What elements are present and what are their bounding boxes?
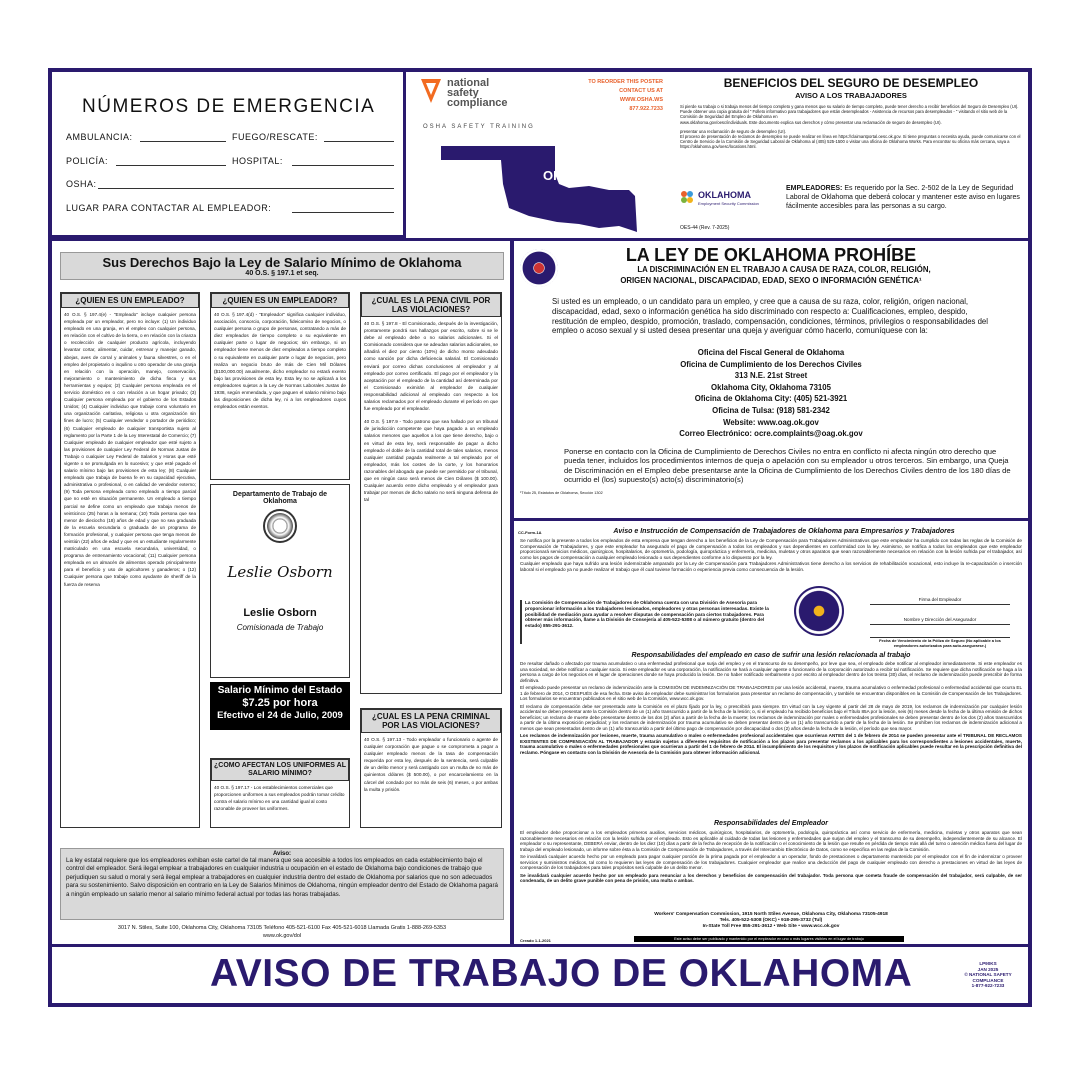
uniforms-header: ¿COMO AFECTAN LOS UNIFORMES AL SALARIO MÍNIMO? xyxy=(211,759,349,781)
discrimination-sub1: LA DISCRIMINACIÓN EN EL TRABAJO A CAUSA DE RAZA, COLOR, RELIGIÓN, xyxy=(637,265,931,274)
employer-signature-field[interactable] xyxy=(870,604,1010,605)
police-label: POLICÍA: xyxy=(66,156,109,166)
employee-text: 40 O.S. § 197.4(e) - "Empleado" incluye cualquier persona empleada por un empleador, pero no incluye: (1) Un individuo empleado en una granja, en el empleo con cualquier persona, en relación con el cultivo de la tierra, o en relación con la crianza o recolección de cualquier producto agrícola, incluyendo levantar cortar, alimentar, cuidar, entrenar y manejar ganado, abejas, aves de corral y animales y fauna silvestres, o en el empleo del propietario o inquilino u otro operador de una granja en relación con la operación, manejo, conservación, mejoramiento o mantenimiento de dicha finca y sus herramientas y equipo; (2) Cualquier persona empleada en el servicio doméstico en o con relación a un hogar privado; (3) Cualquier persona empleada por el gobierno de los Estados Unidos; (4) Cualquier individuo que trabaje como voluntario en una organización caritativa, religiosa u otra organización sin fines de lucro; (5) Cualquier vendedor o portador de periódico; (6) Cualquier empleado de cualquier transportista sujeto al reglamento por la Parte 1 de la Ley Interestatal de Comercio; (7) Cualquier empleado de cualquier empleador que esté sujeto a las provisiones de cualquier Ley Federal de Normas Justas de Trabajo o cualquier Ley Federal de Salarios y Horas que esté vigente o se promulgada en lo sucesivo; y que esté pagado el salario mínimo bajo las provisiones de esta ley; (8) Cualquier empleado que trabaja de buena fe en su capacidad ejecutiva, administrativa o profesional, o en calidad de vendedor externo; (9) Toda persona empleada como empleado a tiempo parcial que no esté en situación permanente. Un empleado a tiempo parcial se define como un empleado que trabaja menos de veinticinco (25) horas a la semana; (10) Toda persona que sea menor de dieciocho (18) años de edad y que no sea graduada de la escuela secundaria o graduada de un programa de formación profesional, y cualquier persona que tenga menos de veintiún (22) años de edad y que es un estudiante regularmente matriculado en una escuela secundaria, universidad, o programa de entrenamiento vocacional; (11) Cualquier persona empleada en un almacén de alimentos operado principalmente para el beneficio y uso de agricultores y ganaderos; o (12) Cualquier persona que trabaje como ayudante de sheriff de la fuerza de reserva xyxy=(64,312,196,587)
nsc-logo-line3: compliance xyxy=(447,97,508,109)
comp-form-number: CC-Form-1A xyxy=(518,530,542,535)
emergency-panel xyxy=(52,72,406,238)
wcc-website[interactable]: In-State Toll Free 855-291-3612 • Web Site • www.wcc.ok.gov xyxy=(702,924,840,929)
dept-name: Departamento de Trabajo de Oklahoma xyxy=(232,491,328,505)
comp-heading-3: Responsabilidades del Empleador xyxy=(714,820,828,827)
discrimination-panel xyxy=(514,241,1028,521)
dept-box xyxy=(210,484,350,678)
employer-signature-label: Firma del Empleador xyxy=(918,597,962,602)
notice-text: La ley estatal requiere que los empleadores exhiban este cartel de tal manera que sea accesible a todos los empleados en cada establecimiento bajo el control del empleador. Será ilegal emplear a trabajadores en cualquier industria u ocupación en el estado de Oklahoma bajo condiciones de trabajo que perjudiquen su salud o moral y será ilegal emplear a trabajadores en cualquier industria dentro del estado de Oklahoma por salarios que no son adecuados para su sostenimiento. Salvo disposición en contrario en la Ley de Salarios Mínimos de Oklahoma, ningún empleador dentro del Estado de Oklahoma pagará a ningún empleado un salario menor al salario mínimo federal actual por todas las horas trabajadas. xyxy=(66,857,499,898)
comp-p4: El empleado puede presentar un reclamo de indemnización ante la COMISIÓN DE INDEMNIZACIÓN DE TRABAJADORES por una lesión accidental, muerte, trauma acumulativo o enfermedad profesional o enfermedad accidental que ocurra EL 1 de febrero de 2014, O DESPUÉS de esa fecha. Este aviso de empleador debe suministrar los formularios para presentar un reclamo de compensación, y también se encuentran disponibles en la Comisión de Compensación de los Trabajadores. Los formularios se encuentran publicados en el sitio web de la Comisión, www.wcc.ok.gov. xyxy=(520,685,1022,701)
ambulance-field[interactable] xyxy=(140,141,226,142)
minwage-title-bar xyxy=(60,252,504,280)
comp-p3: De resultar dañado o afectado por trauma acumulativo o una enfermedad profesional que surja del empleo y en el transcurso de su desempeño, por leve que sea, el empleado debe notificar al empleador inmediatamente. Si este empleador es una sociedad, se debe notificar a cualquier socio. Si este empleador es una corporación, la notificación se hará a cualquier agente o funcionario de la corporación autorizado a recibir tal notificación. Se requiere que dicha notificación se haga a la persona a cargo de los negocios en el lugar de operaciones donde se haya producido la lesión. De no haber notificado verbalmente o por escrito al empleador dentro de los treinta (30) días, el reclamo de indemnización puede prescribir de forma definitiva. xyxy=(520,661,1022,683)
nsc-training: OSHA SAFETY TRAINING xyxy=(423,124,535,130)
comp-p7: El empleador debe proporcionar a los empleados primeros auxilios, servicios médicos, quirúrgicos, hospitalarios, de optometría, podología, quiropráctica así como servicio de enfermería, medicina, muletas y otros aparatos que sean razonablemente necesarios en relación con la lesión sufrida por el empleado. Esto es aplicable al cuidado de todas las lesiones y enfermedades que surjan del empleo y el transcurso de su desempeño, independientemente de su alcance. El empleador o su representante, DEBERÁ enviar, dentro de los diez (10) días a partir de la fecha de recepción de la notificación o el conocimiento de la lesión que resulte en pérdida de tiempo más allá del turno o atención médica fuera del lugar de trabajo del empleado lesionado, un informe sobre ésta a la Comisión de Compensación de Trabajadores, a través del Intercambio Electrónico de Datos, como se especifica en las reglas de la Comisión. xyxy=(520,830,1022,852)
discrimination-sub2: ORIGEN NACIONAL, DISCAPACIDAD, EDAD, SEXO O INFORMACIÓN GENÉTICA¹ xyxy=(620,276,922,285)
unemployment-title: BENEFICIOS DEL SEGURO DE DESEMPLEO xyxy=(723,76,979,90)
civil-penalty-text-2: 40 O.S. § 197.9 - Todo patrono que sea hallado por un tribunal de jurisdicción competente que haya pagado a un empleado salarios menores que aquellos a los que tiene derecho, bajo o en virtud de esta ley, será responsable de pagar a dicho empleado el doble de la cantidad total de tales salarios, menos cualquier cantidad pagada realmente a tal empleado por el empleador, más los costes de la corte, y los honorarios razonables del abogado que puede ser permitido por el tribunal, que en ningún caso será menos de Cien Dólares ($ 100.00). Cualquier acuerdo entre dicho empleado y el empleador para trabajar por menos de dicho salario no será ninguna defensa de tal xyxy=(364,419,498,503)
comp-p2: Cualquier empleado que haya sufrido una lesión indemnizable amparado por la Ley de Compensación para Trabajadores Administrativos tiene derecho a los servicios de rehabilitación vocacional, esto incluye la re-capacitación o inserción laboral si el empleado ya no puede realizar el trabajo que él cual tuviese formación o experiencia previa como consecuencia de la lesión. xyxy=(520,561,1022,572)
unemployment-p1b: www.oklahoma.gov/oesc/individuals. Este documento explica sus derechos y cómo presentar una reclamación de seguro de desempleo (UI). xyxy=(680,119,942,125)
unemployment-panel xyxy=(674,72,1028,238)
osha-label: OSHA: xyxy=(66,179,97,189)
insurer-label: Nombre y Dirección del Asegurador xyxy=(903,617,977,622)
comp-created: Creado 1-1-2021 xyxy=(520,938,551,943)
police-field[interactable] xyxy=(116,165,226,166)
wcc-seal-icon xyxy=(794,586,844,636)
nsc-logo-icon xyxy=(419,77,443,105)
office-line2: Oficina de Cumplimiento de los Derechos Civiles xyxy=(680,359,862,369)
poster-copyright: © NATIONAL SAFETY COMPLIANCE xyxy=(964,972,1012,983)
comp-advisory-box: La Comisión de Compensación de Trabajadores de Oklahoma cuenta con una División de Asesoría para proporcionar información a los trabajadores lesionados, empleadores y otras personas interesadas. Existe la posibilidad de mediación para ayudar a resolver disputas de compensación para ciertos trabajadores. Para obtener más información, llame a la División de Consejería al 405-522-5308 o al número gratuito (dentro del estado) 855-291-3612. xyxy=(520,600,780,644)
insurer-field[interactable] xyxy=(870,624,1010,625)
comp-p8: Se invalidará cualquier acuerdo hecho por un empleado para pagar cualquier porción de la prima pagada por el empleador a un operador, fondo de prestaciones o departamento mantenido por el empleador con el fin de indemnizar o proveer servicios y suministros médicos, tal como lo requieren las leyes de compensación de los trabajadores. Cualquier empleador que realice una deducción del pago de cualquier empleado con derecho a prestaciones en virtud de las leyes de compensación de los trabajadores para tales propósitos será culpable de un delito menor. xyxy=(520,854,1022,870)
comp-p1: Se notifica por la presente a todos los empleados de esta empresa que tengan derecho a los beneficios de la Ley de Compensación para Trabajadores Administrativos que este empleador ha cumplido con todas las reglas de la Comisión de Compensación de Trabajadores, y que este empleador ha asegurado el pago de compensación a todos los empleados y sus dependientes en conformidad con la ley. Asimismo, se notifica a todos los empleados que este empleador proporcionará servicios médicos, quirúrgicos, hospitalarios, de optometría, podología, quiropráctica y enfermería, medicina, muletas y otros aparatos que sean razonablemente necesarios en relación con la lesión sufrida por el trabajador, así como los pagos de compensación a cualquier empleado lesionado o sus dependientes conforme a lo dispuesto por la ley. xyxy=(520,538,1022,560)
minwage-cite: 40 O.S. § 197.1 et seq. xyxy=(245,270,319,277)
nsc-panel xyxy=(409,72,671,238)
poster-title: AVISO DE TRABAJO DE OKLAHOMA xyxy=(210,952,913,995)
commissioner-name: Leslie Osborn xyxy=(243,607,317,619)
minwage-panel xyxy=(56,244,508,944)
employee-header: ¿QUIEN ES UN EMPLEADO? xyxy=(61,293,199,308)
oes-form-number: OES-44 (Rev. 7-2025) xyxy=(680,225,730,231)
fire-label: FUEGO/RESCATE: xyxy=(232,132,318,142)
discrimination-p1: Si usted es un empleado, o un candidato para un empleo, y cree que a causa de su raza, color, religión, origen nacional, discapacidad, edad, sexo o información genética ha sido discriminado con respecto a: Cualificaciones, empleo, despido, restitución de empleo, despido, promoción, traslado, compensación, condiciones, términos, privilegios o responsabilidades del empleo o acoso sexual y si usted desea presentar una queja y averiguar cómo hacerlo, comuníquese con la: xyxy=(552,297,989,336)
office-email[interactable]: Correo Electrónico: ocre.complaints@oag.ok.gov xyxy=(679,429,863,439)
comp-heading-2: Responsabilidades del empleado en caso de sufrir una lesión relacionada al trabajo xyxy=(631,652,911,659)
nsc-website[interactable]: WWW.OSHA.WS xyxy=(619,97,663,103)
ambulance-label: AMBULANCIA: xyxy=(66,132,133,142)
discrimination-p2: Ponerse en contacto con la Oficina de Cumplimiento de Derechos Civiles no entra en conflicto ni afecta ningún otro derecho que pueda tener, incluidos los procedimientos internos de queja o apelación con su empleador u otros terceros. Sin embargo, una Queja de Discriminación en el Empleo debe presentarse ante la Oficina de Cumplimiento de los Derechos Civiles dentro de los 180 días de ocurrido el (los) supuesto(s) acto(s) discriminatorio(s) xyxy=(564,447,1011,485)
office-line6: Oficina de Tulsa: (918) 581-2342 xyxy=(712,405,830,415)
employers-label: EMPLEADORES: xyxy=(786,185,843,192)
oklahoma-map-icon xyxy=(439,144,639,234)
emergency-title: NÚMEROS DE EMERGENCIA xyxy=(82,96,376,117)
osha-field[interactable] xyxy=(98,188,394,189)
reorder-text: TO REORDER THIS POSTER xyxy=(588,79,663,85)
unemployment-p2: presentar una reclamación de seguro de desempleo (UI). xyxy=(680,128,787,134)
criminal-penalty-text: 40 O.S. § 197.13 - Todo empleador o funcionario o agente de cualquier corporación que pague o se comprometa a pagar a cualquier empleado menos de la tasa de compensación requerida por esta ley, después de la sentencia, será culpable de un delito menor y será castigado con un multa de no más de quinientos dólares ($ 500.00), o por encarcelamiento en la cárcel del condado por no más de seis (6) meses, o por ambas la multa y prisión. xyxy=(364,737,498,792)
uniforms-column xyxy=(210,758,350,828)
employee-column xyxy=(60,292,200,828)
civil-penalty-text-1: 40 O.S. § 197.8 - El Comisionado, después de la investigación, prontamente pondrá sus hallazgos por escrito, sobre si se le debe al empleado debe o no salarios adicionales. Si el Comisionado considera que se adeudan salarios adicionales, se añadirá el diez por ciento (10%) de dicho monto adeudado como sanción por dicha deficiencia salarial. El Comisionado enviará por correo dichas conclusiones al empleador y al empleado por correo certificado. El pago por el empleador y la aceptación por el empleado de la cantidad así determinada por el Comisionado eximirán al empleador de cualquier responsabilidad adicional al empleado con respecto a los salarios reclamados por el empleado durante el período en que fue empleado por el empleador. xyxy=(364,321,498,412)
dept-seal-icon xyxy=(263,509,297,543)
nsc-logo-line1: national xyxy=(447,77,490,89)
dol-address: 3017 N. Stiles, Suite 100, Oklahoma City, Oklahoma 73105 Teléfono 405-521-6100 Fax 405-521-6018 Llamada Gratis 1-888-269-5353 xyxy=(117,925,447,931)
criminal-penalty-column xyxy=(360,708,502,828)
contact-text: CONTACT US AT xyxy=(619,88,663,94)
office-website[interactable]: Website: www.oag.ok.gov xyxy=(723,417,819,427)
comp-panel xyxy=(514,524,1028,944)
comp-bottom-bar: Este aviso debe ser publicado y mantenido por el empleador en uno o más lugares visibles en el lugar de trabajo xyxy=(634,936,904,942)
wage-amount: $7.25 por hora xyxy=(242,697,318,709)
discrimination-footnote: ¹Título 25, Estatutos de Oklahoma, Sección 1302 xyxy=(520,491,603,495)
employers-text: Es requerido por la Sec. 2-502 de la Ley de Seguridad Laboral de Oklahoma que deberá colocar y mantener este aviso en lugares fácilmente accesibles para las personas a su cargo. xyxy=(786,185,1020,210)
civil-penalty-column xyxy=(360,292,502,694)
contact-field[interactable] xyxy=(292,212,394,213)
fire-field[interactable] xyxy=(324,141,394,142)
office-line1: Oficina del Fiscal General de Oklahoma xyxy=(697,348,845,357)
notice-title: Aviso: xyxy=(272,851,292,857)
hospital-field[interactable] xyxy=(292,165,394,166)
wage-box xyxy=(210,682,350,730)
poster-code: LP90KS xyxy=(979,961,997,966)
oesc-logo-icon xyxy=(680,190,694,204)
unemployment-p3: El proceso de presentación de reclamos de desempleo se puede realizar en línea en https://claimantportal.oesc.ok.gov. Si tiene preguntas o necesita ayuda, puede comunicarse con el Centro de Servicio de la Comisión de Seguridad Laboral de Oklahoma al (405) 525-1500 o visitar una oficina de Oklahoma Works. Para encontrar su oficina más cercana, vaya a https://oklahoma.gov/oesc/locations.html. xyxy=(680,134,1021,150)
state-label: OK xyxy=(543,168,563,183)
employer-header: ¿QUIEN ES UN EMPLEADOR? xyxy=(211,293,349,308)
oklahoma-logo-text: OKLAHOMA xyxy=(698,190,751,200)
poster-date: JAN 2025 xyxy=(977,966,999,972)
comp-p5: El reclamo de compensación debe ser presentado ante la Comisión en el plazo fijado por la ley, o prescribirá para siempre. En virtud con la Ley vigente al partir del 28 de mayo de 2019, los reclamos de indemnización por cualquier lesión accidental se deben presentar ante la Comisión dentro de un (1) año transcurrido a partir de la fecha de la lesión; o, si el empleado ha recibido beneficios bajo el Título 85A por la lesión, seis (6) meses desde la fecha de la última emisión de dichos beneficios; un reclamo de muerte debe presentarse dentro de los dos (2) años a partir de la fecha de la muerte; los reclamos de indemnización por males o enfermedades profesionales se deben presentar dentro de los dos (2) años transcurridos a partir de la última exposición perjudicial; y los reclamos de indemnización por trauma acumulativo se deben presentar dentro de un (1) año transcurrido a partir de la fecha de la lesión. Se prohíben los reclamos de indemnización adicional a menos que sean presentados dentro de un (1) año transcurrido a partir del último pago de compensación por discapacidad o dos (2) años desde la fecha de la lesión, el período que sea mayor. xyxy=(520,703,1022,731)
wcc-phones: Tels. 405-522-5308 (OKC) • 918-295-3732 (Tul) xyxy=(719,918,823,923)
office-line4: Oklahoma City, Oklahoma 73105 xyxy=(711,382,831,392)
office-line3: 313 N.E. 21st Street xyxy=(734,371,808,381)
comp-p9: Se invalidará cualquier acuerdo hecho por un empleado para renunciar a los derechos y beneficios de compensación del trabajador. Toda persona que cometa fraude de compensación del trabajador, será culpable, de ser condenada, de un delito grave punible con pena de prisión, una multa o ambas. xyxy=(520,872,1022,883)
wcc-address: Workers' Compensation Commission, 1915 North Stiles Avenue, Oklahoma City, Oklahoma 73105-4918 xyxy=(654,912,888,917)
wage-effective: Efectivo el 24 de Julio, 2009 xyxy=(217,710,343,721)
discrimination-title: LA LEY DE OKLAHOMA PROHÍBE xyxy=(625,245,917,265)
comp-title: Aviso e Instrucción de Compensación de Trabajadores de Oklahoma para Empresarios y Trabajadores xyxy=(613,528,955,535)
comp-p6: Los reclamos de indemnización por lesiones, muerte, trauma acumulativo o males o enfermedades profesional accidentales que ocurrieran ANTES del 1 de febrero de 2014 se pueden presentar ante el TRIBUNAL DE RECLAMOS EXISTENTES DE COMPENSACIÓN AL TRABAJADOR y estarán sujetos a diferentes requisitos de notificación a los plazos para presentar reclamos a los aplicables para los correspondientes a lesiones accidentales, muerte, trauma acumulativo o males o enfermedades profesionales que ocurrieran a partir del 1 de febrero de 2014. El incumplimiento de los requisitos y los plazos de notificación aplicables puede resultar en la prescripción definitiva del reclamo. Póngase en contacto con la División de Asesoría de la Comisión para obtener información adicional. xyxy=(520,733,1022,755)
hospital-label: HOSPITAL: xyxy=(232,156,283,166)
wage-title: Salario Mínimo del Estado xyxy=(217,685,343,696)
contact-label: LUGAR PARA CONTACTAR AL EMPLEADOR: xyxy=(66,203,272,213)
civil-penalty-header: ¿CUAL ES LA PENA CIVIL POR LAS VIOLACIONES? xyxy=(361,293,501,317)
unemployment-p1: Si pierde su trabajo o si trabaja menos del tiempo completo y gana menos que su salario de tiempo completo, puede tener derecho a recibir beneficios del Seguro de Desempleo (UI). Puede obtener una copia gratuita del " Folleto informativo para trabajadores que están desempleados - Asistencia de recursos para desempleados - " visitando el sitio web de la Comisión de Seguridad del Empleo de Oklahoma en xyxy=(680,104,1019,120)
notice-box xyxy=(60,848,504,920)
policy-date-label: Fecha de Vencimiento de la Póliza de Seguro (No aplicable a los empleadores autorizados para auto-asegurarse.) xyxy=(879,638,1001,648)
uniforms-text: 40 O.S. § 197.17 - Los establecimientos comerciales que proporcionen uniformes a sus empleados podrán tomar crédito contra el salario mínimo en una cantidad igual al costo razonable de proveer los uniformes. xyxy=(214,785,345,811)
employer-column xyxy=(210,292,350,480)
poster-phone: 1-877-922-7233 xyxy=(971,983,1005,989)
employer-text: 40 O.S. § 197.4(d) - "Empleador" significa cualquier individuo, asociación, consorcio, corporación, fideicomiso de negocios, o cualquier persona o grupo de personas, contratando a más de diez empleados de tiempo completo o su equivalente en cualquier parte o lugar de negocios; sin embargo, si un empleador tiene menos de diez empleados a tiempo completo o su equivalente en cualquier parte o lugar de negocios, pero realiza un negocio bruto de más de Cien Mil Dólares ($100,000.00) anualmente, dicho empleador no estará exento bajo las provisiones de esta ley. Esta ley no se aplicará a los empleadores sujetos a la Ley de Normas Laborales Justas de 1938, según enmendada, y que paguen el salario mínimo bajo las disposiciones de dicha ley, ni a los empleadores cuyos empleados están exentos. xyxy=(214,312,346,410)
office-line5: Oficina de Oklahoma City: (405) 521-3921 xyxy=(694,394,848,404)
criminal-penalty-header: ¿CUAL ES LA PENA CRIMINAL POR LAS VIOLACIONES? xyxy=(361,709,501,733)
minwage-title: Sus Derechos Bajo la Ley de Salario Mínimo de Oklahoma xyxy=(102,255,462,270)
nsc-logo-line2: safety xyxy=(447,87,479,99)
commissioner-role: Comisionada de Trabajo xyxy=(236,623,324,632)
bottom-divider xyxy=(52,944,1028,947)
unemployment-subtitle: AVISO A LOS TRABAJADORES xyxy=(795,91,907,100)
dol-website[interactable]: www.ok.gov/dol xyxy=(262,933,302,939)
nsc-phone: 877.922.7233 xyxy=(629,106,663,112)
oesc-logo-text: Employment Security Commission xyxy=(698,201,759,206)
signature: Leslie Osborn xyxy=(227,563,333,581)
